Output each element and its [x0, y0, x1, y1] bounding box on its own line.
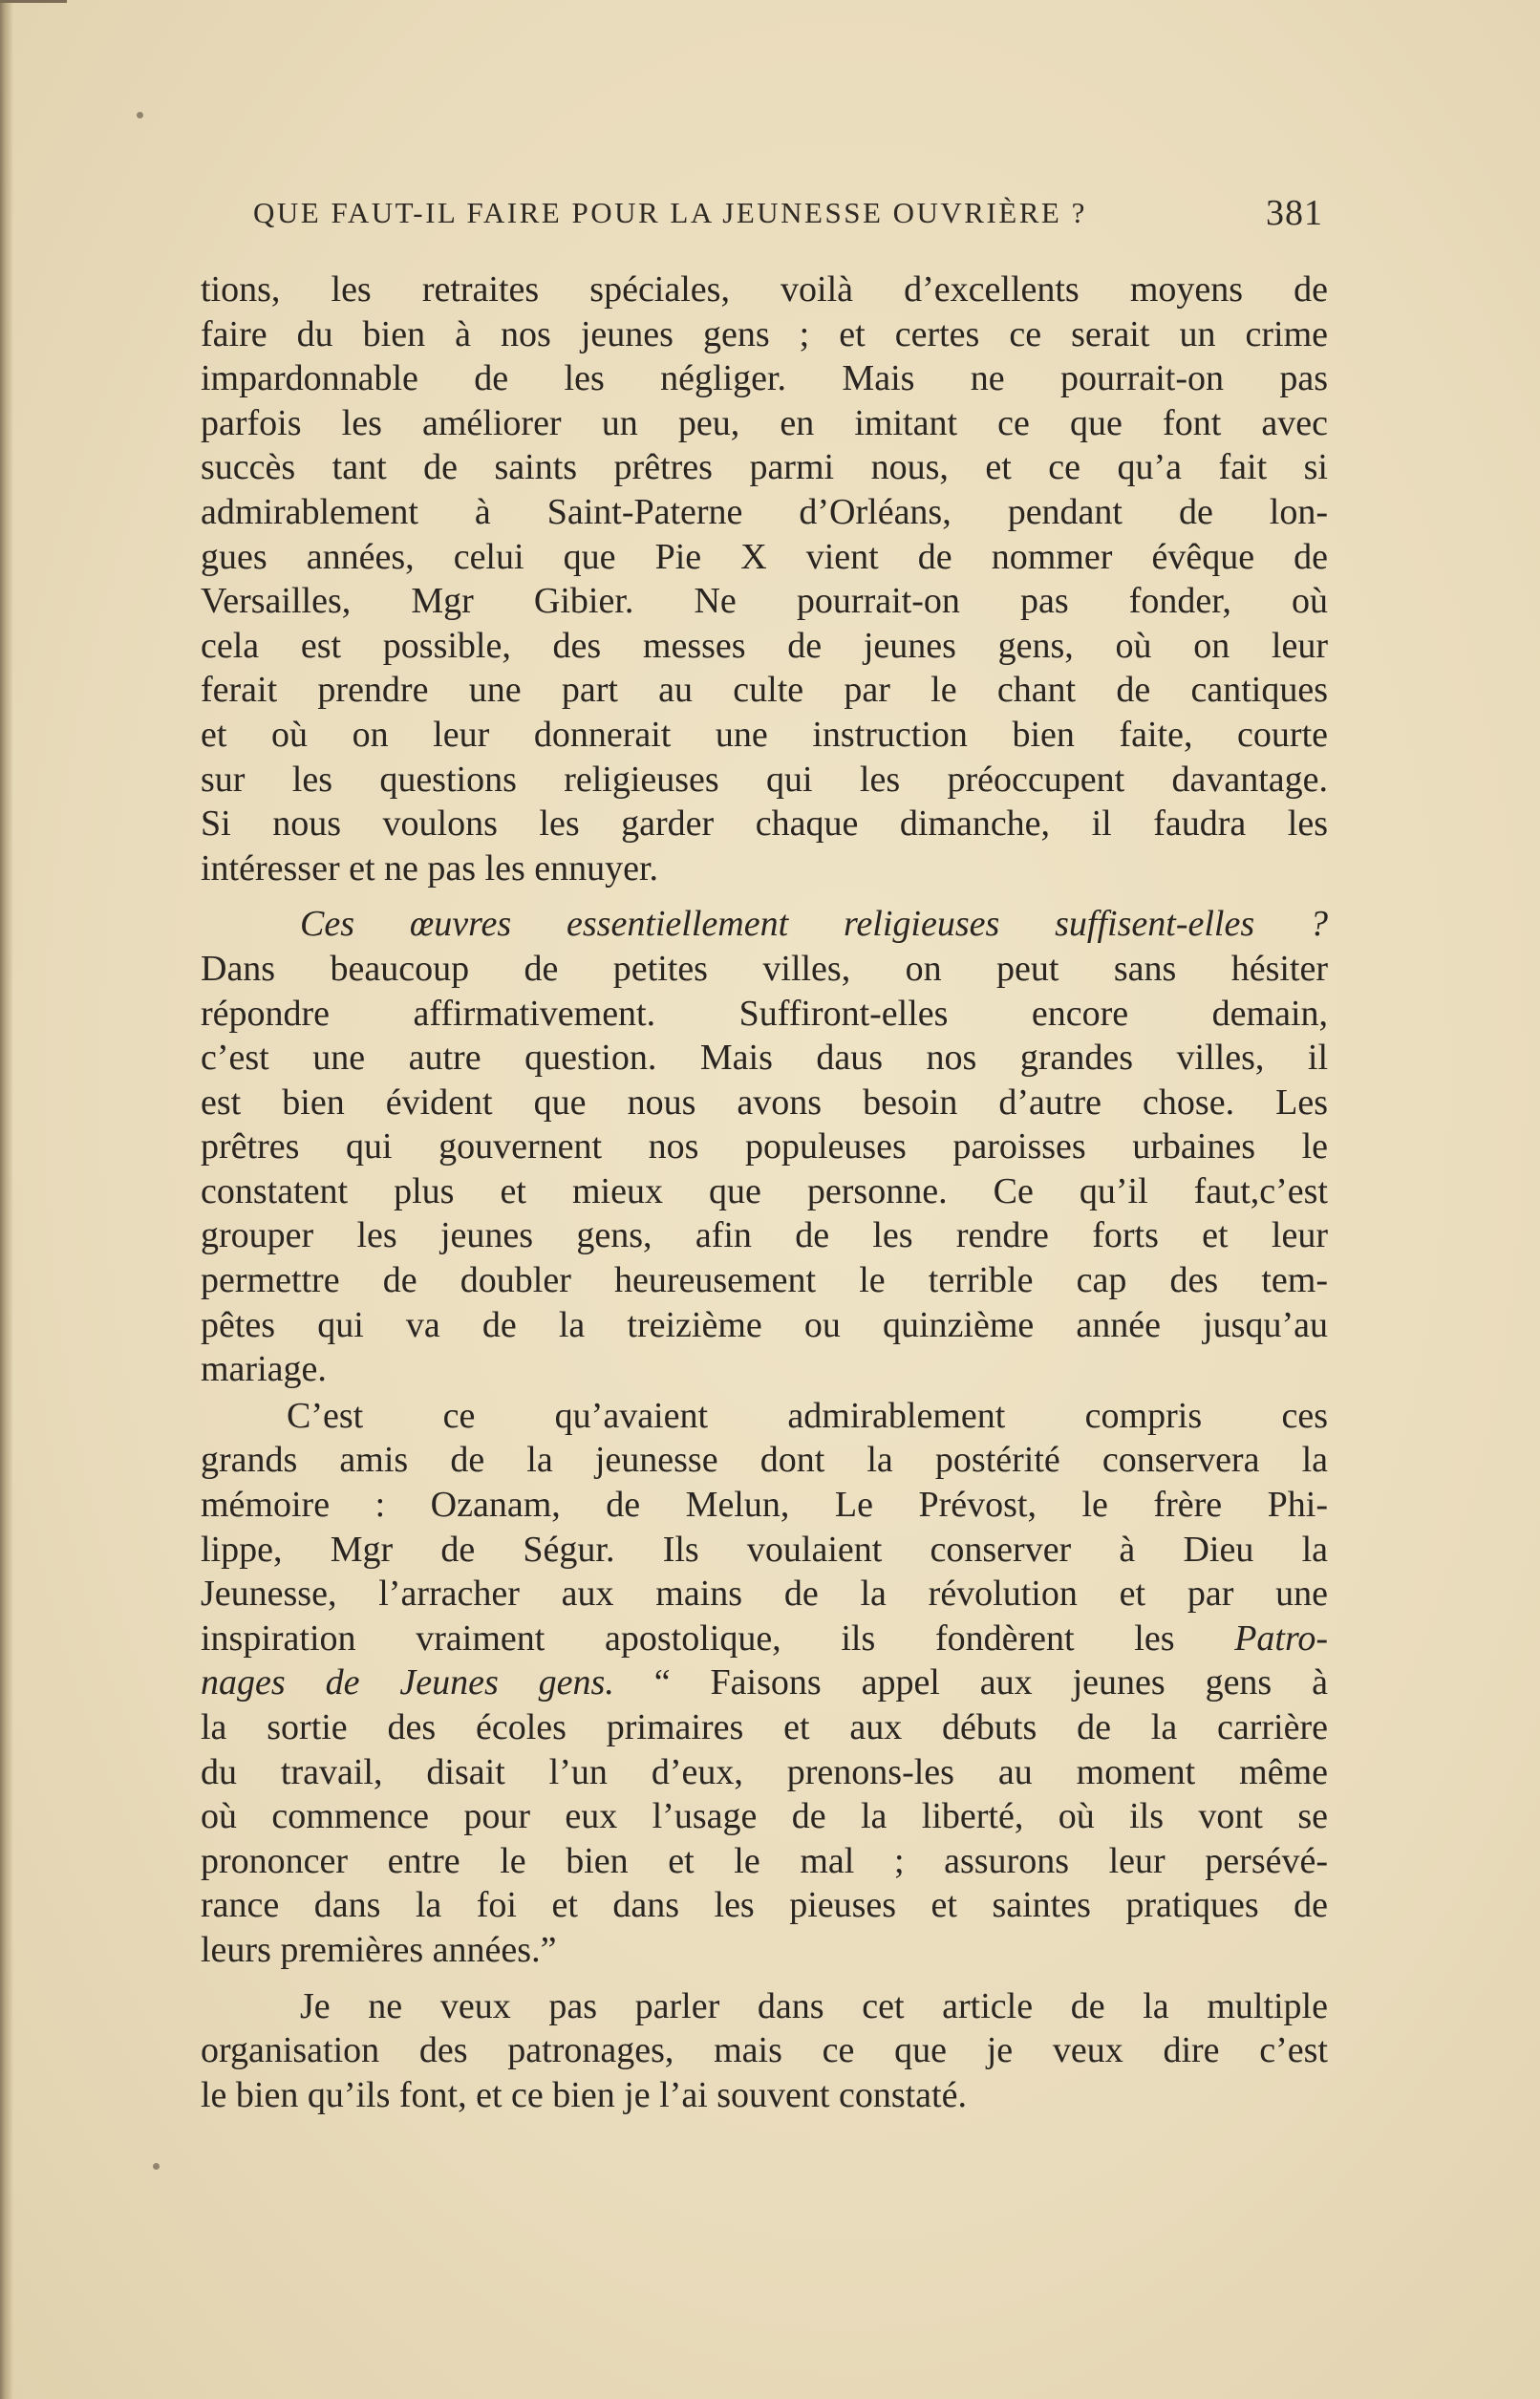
- italic-fragment: nages de Jeunes gens.: [201, 1662, 614, 1703]
- text-line: rance dans la foi et dans les pieuses et saintes pratiques de: [201, 1885, 1328, 1926]
- text-line: Dans beaucoup de petites villes, on peut sans hésiter: [201, 948, 1328, 989]
- text-line: permettre de doubler heureusement le terrible cap des tem-: [201, 1260, 1328, 1301]
- text-line: prêtres qui gouvernent nos populeuses paroisses urbaines le: [201, 1126, 1328, 1167]
- text-line: pêtes qui va de la treizième ou quinzième année jusqu’au: [201, 1304, 1328, 1345]
- text-line: parfois les améliorer un peu, en imitant ce que font avec: [201, 402, 1328, 443]
- italic-question-line: [201, 902, 1328, 947]
- paper-speck: [137, 112, 143, 118]
- paper-speck: [153, 2163, 160, 2170]
- text-line: tions, les retraites spéciales, voilà d’excellents moyens de: [201, 269, 1328, 310]
- paragraph-3: [201, 1394, 1328, 1973]
- text-line: c’est une autre question. Mais daus nos grandes villes, il: [201, 1038, 1328, 1079]
- page-binding-edge: [0, 0, 13, 2399]
- text-line: prononcer entre le bien et le mal ; assurons leur persévé-: [201, 1840, 1328, 1881]
- paragraph-4: [201, 1984, 1328, 2118]
- text-line: grands amis de la jeunesse dont la postérité conservera la: [201, 1440, 1328, 1481]
- body-text: [201, 268, 1328, 2117]
- text-line: et où on leur donnerait une instruction bien faite, courte: [201, 714, 1328, 755]
- text-line: impardonnable de les négliger. Mais ne pourrait-on pas: [201, 358, 1328, 399]
- paragraph-2: [201, 902, 1328, 1392]
- text-line: cela est possible, des messes de jeunes gens, où on leur: [201, 625, 1328, 666]
- text-line: répondre affirmativement. Suffiront-elles encore demain,: [201, 993, 1328, 1034]
- text-line: où commence pour eux l’usage de la liberté, où ils vont se: [201, 1796, 1328, 1837]
- text-line-mixed: [201, 1660, 1328, 1705]
- text-line: la sortie des écoles primaires et aux débuts de la carrière: [201, 1707, 1328, 1747]
- text-line: mémoire : Ozanam, de Melun, Le Prévost, le frère Phi-: [201, 1485, 1328, 1526]
- text-line: leurs premières années.”: [201, 1929, 557, 1970]
- text-line: grouper les jeunes gens, afin de les rendre forts et leur: [201, 1215, 1328, 1256]
- paragraph-1: [201, 268, 1328, 890]
- text-line: lippe, Mgr de Ségur. Ils voulaient conserver à Dieu la: [201, 1529, 1328, 1570]
- text-line: intéresser et ne pas les ennuyer.: [201, 847, 659, 889]
- running-header: [253, 193, 1323, 244]
- line-text: inspiration vraiment apostolique, ils fondèrent les: [201, 1617, 1175, 1659]
- text-line: gues années, celui que Pie X vient de nommer évêque de: [201, 536, 1328, 577]
- italic-question: Ces œuvres essentiellement religieuses suffisent-elles ?: [300, 904, 1328, 945]
- text-line: mariage.: [201, 1349, 327, 1390]
- text-line: organisation des patronages, mais ce que je veux dire c’est: [201, 2030, 1328, 2071]
- line-text: “ Faisons appel aux jeunes gens à: [613, 1662, 1328, 1703]
- text-line: Versailles, Mgr Gibier. Ne pourrait-on pas fonder, où: [201, 581, 1328, 622]
- text-line-mixed: [201, 1617, 1328, 1661]
- italic-fragment: Patro-: [1234, 1617, 1328, 1659]
- text-line: Jeunesse, l’arracher aux mains de la révolution et par une: [201, 1574, 1328, 1615]
- page-number: 381: [1266, 193, 1323, 233]
- text-line: est bien évident que nous avons besoin d’autre chose. Les: [201, 1082, 1328, 1123]
- text-line: constatent plus et mieux que personne. Ce qu’il faut,c’est: [201, 1170, 1328, 1211]
- running-title: QUE FAUT-IL FAIRE POUR LA JEUNESSE OUVRIÈRE ?: [253, 196, 1087, 229]
- text-line: ferait prendre une part au culte par le chant de cantiques: [201, 670, 1328, 711]
- text-line: admirablement à Saint-Paterne d’Orléans, pendant de lon-: [201, 491, 1328, 532]
- text-line: Si nous voulons les garder chaque dimanche, il faudra les: [201, 803, 1328, 845]
- top-edge-rule: [0, 0, 67, 3]
- text-line: Je ne veux pas parler dans cet article de la multiple: [300, 1985, 1328, 2026]
- text-line: C’est ce qu’avaient admirablement compris ces: [287, 1395, 1328, 1436]
- text-line: succès tant de saints prêtres parmi nous, et ce qu’a fait si: [201, 447, 1328, 488]
- text-line: du travail, disait l’un d’eux, prenons-les au moment même: [201, 1751, 1328, 1792]
- text-line: sur les questions religieuses qui les préoccupent davantage.: [201, 759, 1328, 800]
- text-line: le bien qu’ils font, et ce bien je l’ai souvent constaté.: [201, 2074, 967, 2115]
- text-line: faire du bien à nos jeunes gens ; et certes ce serait un crime: [201, 313, 1328, 354]
